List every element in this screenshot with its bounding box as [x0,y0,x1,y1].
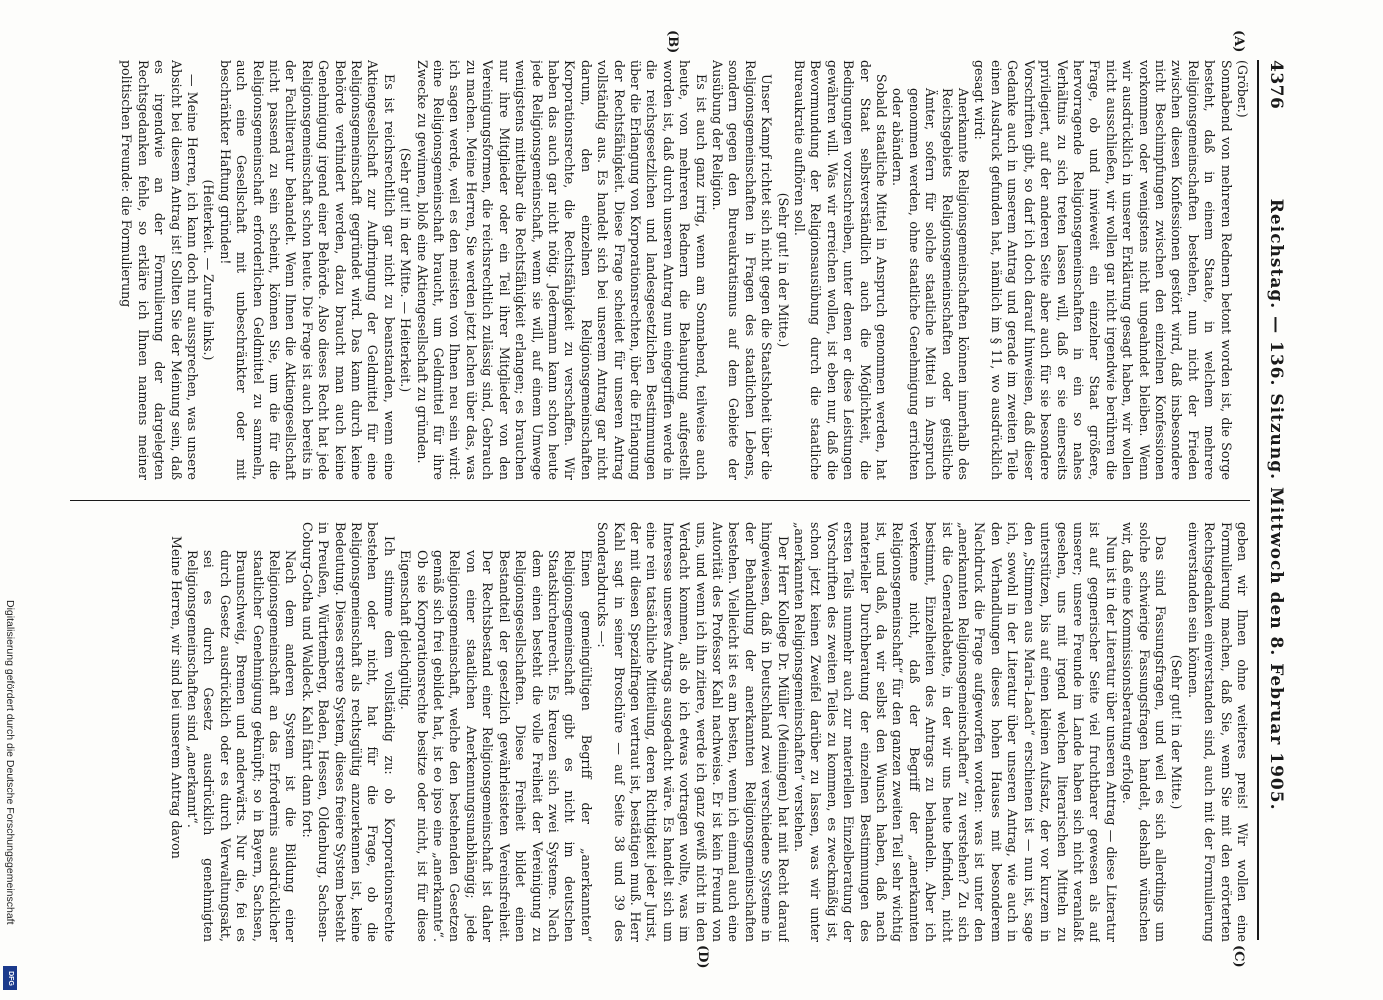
paragraph: Sobald staatliche Mittel in Anspruch genommen werden, hat der Staat selbstverständlich auch die Möglichkeit, die Bedingungen vorzuschreiben, unter denen er diese Leistungen gewähren will. Was wir erreichen wollen, ist eben nur, daß die Bevormundung der Religionsausübung durch die staatliche Bureaukratie aufhören soll. [792,60,890,480]
margin-marker-d: (D) [695,945,710,969]
interjection: (Sehr gut! in der Mitte. — Heiterkeit.) [398,147,414,393]
paragraph: Sonnabend von mehreren Rednern betont worden ist, die Sorge besteht, daß in einem Staate, in welchem mehrere Religionsgemeinschaften bestehen, nun nicht der Frieden zwischen diesen Konfessionen gestört wird, daß insbesondere nicht Beschimpfungen zwischen den einzelnen Konfessionen vorkommen oder wenigstens nicht ungeahndet bleiben. Wenn wir ausdrücklich in unserer Erklärung gesagt haben, wir wollen nicht ausschließen, wir wollen gar nicht irgendwie berühren die Frage, ob und inwieweit ein einzelner Staat größere, hervorragende Religionsgemeinschaften in ein so nahes Verhältnis zu sich treten lassen will, daß er sie einerseits privilegiert, auf der anderen Seite aber auch für sie besondere Vorschriften gibt, so darf ich doch darauf hinweisen, daß dieser Gedanke auch in unserem Antrag und gerade im zweiten Teile einen Ausdruck gefunden hat, nämlich im § 11, wo ausdrücklich gesagt wird: [972,60,1234,480]
margin-marker-b: (B) [665,30,680,54]
quote-paragraph: Einen gemeingültigen Begriff der „anerkannten“ Religionsgemeinschaft gibt es nicht im deutschen Staatskirchenrecht. Es kreuzen sich zwei Systeme. Nach dem einen besteht die volle Freiheit der Vereinigung zu Religionsgesellschaften. Diese Freiheit bildet einen Bestandteil der gesetzlich gewährleisteten Vereinsfreiheit. Der Rechtsbestand einer Religionsgemeinschaft ist daher von einer staatlichen Anerkennungsunabhängig; jede Religionsgemeinschaft, welche den bestehenden Gesetzen gemäß sich frei gebildet hat, ist eo ipso eine „anerkannte“. Ob sie Korporationsrechte besitze oder nicht, ist für diese Eigenschaft gleichgültig. [398,550,594,942]
header-title: Reichstag. — 136. Sitzung. Mittwoch den 8. Februar 1905. [1266,198,1286,811]
margin-marker-a: (A) [1231,30,1246,53]
paragraph: Ich stimme dem vollständig zu: ob Korporationsrechte bestehen oder nicht, hat für die Frage, ob die Religionsgemeinschaft als rechtsgültig anzuerkennen ist, keine Bedeutung. Dieses erstere System, dieses freiere System besteht in Preußen, Württemberg, Baden, Hessen, Oldenburg, Sachsen-Coburg-Gotha und Waldeck. Kahl fährt dann fort: [299,522,397,942]
right-column [60,522,1250,942]
dfg-logo [3,966,17,990]
paragraph: Nun ist in der Literatur über unseren Antrag — diese Literatur ist auf gegnerischer Seite viel fruchtbarer gewesen als auf unserer; unsere Freunde im Lande haben sich nicht veranlaßt gesehen, uns mit irgend welchen literarischen Mitteln zu unterstützen, bis auf einen kleinen Aufsatz, der vor kurzem in den „Stimmen aus Maria-Laach“ erschienen ist — nun ist, sage ich, sowohl in der Literatur über unseren Antrag, wie auch in den Verhandlungen dieses hohen Hauses mit besonderem Nachdruck die Frage aufgeworfen worden: was ist unter den „anerkannten Religionsgemeinschaften“ zu verstehen? Zu sich ist die Generaldebatte, in der wir uns heute befinden, nicht bestimmt, Einzelheiten des Antrags zu behandeln. Aber ich verkenne nicht, daß der Begriff der „anerkannten Religionsgemeinschaft“ für den ganzen zweiten Teil sehr wichtig ist, und daß, da wir selbst den Wunsch haben, daß nach materieller Durchberatung der einzelnen Bestimmungen des ersten Teils nunmehr auch zur materiellen Einzelberatung der Vorschriften des zweiten Teiles zu kommen, es zweckmäßig ist, schon jetzt keinen Zweifel darüber zu lassen, was wir unter „anerkannten Religionsgemeinschaften“ verstehen. [792,522,1119,942]
interjection: (Sehr gut! in der Mitte.) [1169,654,1185,810]
rotated-document [60,30,1290,969]
speaker-name: (Gröber.) [1235,60,1250,118]
margin-marker-c: (C) [1231,945,1246,968]
interjection: (Sehr gut! in der Mitte.) [775,192,791,348]
left-column [60,60,1250,480]
quote-paragraph: Nach dem anderen System ist die Bildung einer Religionsgemeinschaft an das Erfordernis ausdrücklicher staatlicher Genehmigung geknüpft; so in Bayern, Sachsen, Braunschweig, Bremen und anderwärts. Nur die, fei es durch Gesetz ausdrücklich oder es durch Verwaltungsakt, sei es durch Gesetz ausdrücklich genehmigten Religionsgemeinschaften sind „anerkannt“. [185,550,299,942]
dfg-logo-text: DFG [6,970,14,986]
header-rule [1257,60,1259,940]
paragraph: Es ist auch ganz irrig, wenn am Sonnabend, teilweise auch heute, von mehreren Rednern die Behauptung aufgestellt worden ist, daß durch unseren Antrag nun eingegriffen werde in die reichsgesetzlichen und landesgesetzlichen Bestimmungen über die Erlangung von Korporationsrechten, über die Erlangung der Rechtsfähigkeit. Diese Frage scheidet für unseren Antrag vollständig aus. Es handelt sich bei unserem Antrag gar nicht darum, den einzelnen Religionsgemeinschaften Korporationsrechte, die Rechtsfähigkeit zu verschaffen. Wir haben das auch gar nicht nötig. Jedermann kann schon heute jede Religionsgemeinschaft, wenn sie will, auf einem Umwege wenigstens mittelbar die Rechtsfähigkeit erlangen; es brauchen nur ihre Mitglieder oder ein Teil ihrer Mitglieder von den Vereinigungsformen, die reichsrechtlich zulässig sind, Gebrauch zu machen. Meine Herren, Sie werden jetzt lachen über das, was ich sagen werde, weil es den meisten von Ihnen neu sein wird: eine Religionsgemeinschaft braucht, um Geldmittel für ihre Zwecke zu gewinnen, bloß eine Aktiengesellschaft zu gründen. [414,60,709,480]
paragraph: Unser Kampf richtet sich nicht gegen die Staatshoheit über die Religionsgemeinschaften in Fragen des staatlichen Lebens, sondern gegen den Bureaukratismus auf dem Gebiete der Ausübung der Religion. [710,60,775,480]
page-number: 4376 [1266,60,1286,110]
paragraph: Das sind Fassungsfragen, und weil es sich allerdings um solche schwierige Fassungsfragen handelt, deshalb wünschen wir, daß eine Kommissionsberatung erfolge. [1120,522,1168,942]
paragraph: geben wir Ihnen ohne weiteres preis! Wir wollen eine Formulierung machen, daß Sie, wenn Sie mit den erörterten Rechtsgedanken einverstanden sind, auch mit der Formulierung einverstanden sein können. [1185,522,1250,942]
paragraph: Meine Herren, wir sind bei unserem Antrag davon [168,536,184,859]
column-divider [70,500,1250,501]
paragraph: Es ist reichsrechtlich gar nicht zu beanstanden, wenn eine Aktiengesellschaft zur Aufbringung der Geldmittel für eine Religionsgemeinschaft gegründet wird. Das kann durch keine Behörde verhindert werden, dazu braucht man auch keine Genehmigung irgend einer Behörde. Also dieses Recht hat jede Religionsgemeinschaft schon heute. Die Frage ist auch bereits in der Fachliteratur behandelt. Wenn Ihnen die Aktiengesellschaft nicht passend zu sein scheint, können Sie, um die für die Religionsgemeinschaft erforderlichen Geldmittel zu sammeln, auch eine Gesellschaft mit unbeschränkter oder mit beschränkter Haftung gründen! [217,60,397,480]
page-header [1262,60,1290,940]
paragraph: Der Herr Kollege Dr. Müller (Meiningen) hat mit Recht darauf hingewiesen, daß in Deutschland zwei verschiedene Systeme in der Behandlung der anerkannten Religionsgemeinschaften bestehen. Vielleicht ist es am besten, wenn ich einmal auch eine Autorität des Professor Kahl nachweise. Er ist kein Freund von uns, und wenn ich ihn zitiere, werde ich ganz gewiß nicht in den Verdacht kommen, als ob ich etwas vortragen wollte, was im Interesse unseres Antrags ausgedacht wäre. Es handelt sich um eine rein tatsächliche Mitteilung, deren Richtigkeit jeder Jurist, der mit diesen Spezialfragen vertraut ist, bestätigen muß. Herr Kahl sagt in seiner Broschüre — auf Seite 38 und 39 des Sonderabdrucks —: [595,522,791,942]
paragraph: — Meine Herren, ich kann doch nur aussprechen, was unsere Absicht bei diesem Antrag ist! Sollten Sie der Meinung sein, daß es irgendwie an der Formulierung der dargelegten Rechtsgedanken fehle, so erkläre ich Ihnen namens meiner politischen Freunde: die Formulierung [119,60,200,480]
quote-paragraph: Anerkannte Religionsgemeinschaften können innerhalb des Reichsgebiets Religionsgemeinschaften oder geistliche Ämter, sofern für solche staatliche Mittel in Anspruch genommen werden, ohne staatliche Genehmigung errichten oder abändern. [890,88,972,480]
interjection: (Heiterkeit. — Zurufe links.) [201,179,217,361]
digitization-note-text: Digitalisierung gefördert durch die Deutsche Forschungsgemeinschaft [4,600,16,925]
